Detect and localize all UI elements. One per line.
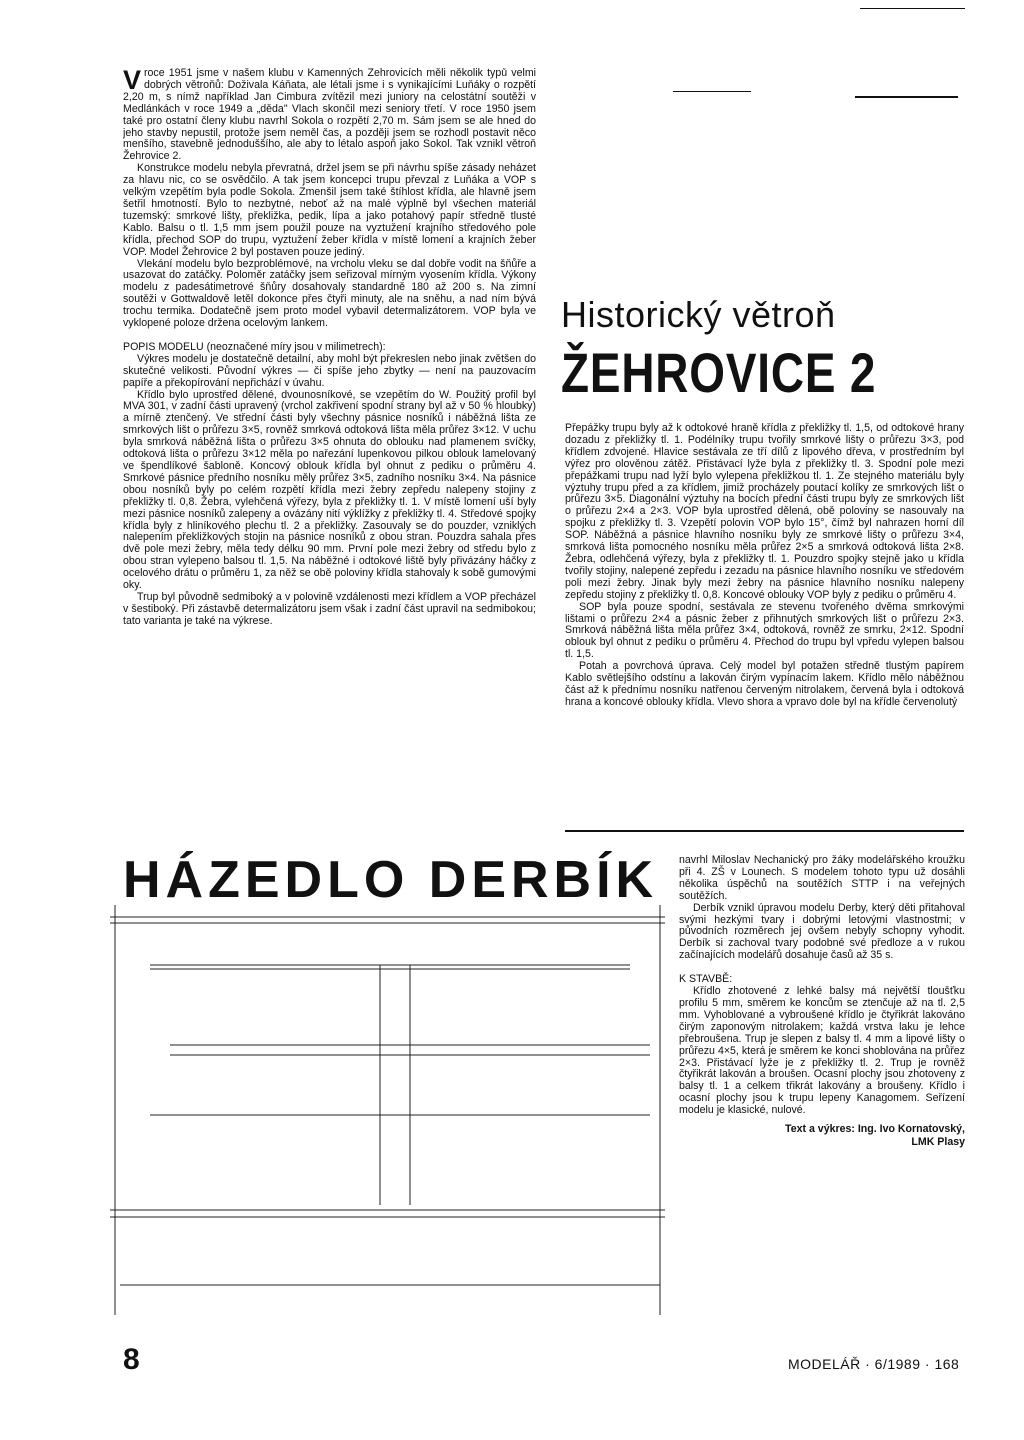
model-drawing	[110, 905, 670, 1325]
article1-left-column	[123, 68, 536, 830]
article2-paragraph: Derbík vznikl úpravou modelu Derby, který děti přitahoval svými hezkými tvary i dobrými letovými vlastnostmi; v původních rozměrech jej ovšem nebyly schopny vyhodit. Derbík si zachoval tvary podobné své předloze a v rukou začínajících modelářů dosahuje časů až 35 s.	[679, 901, 965, 962]
article2-section-heading: K STAVBĚ:	[679, 973, 733, 986]
article1-section-heading: POPIS MODELU (neoznačené míry jsou v milimetrech):	[123, 340, 386, 353]
article1-heading-line1: Historický větroň	[561, 294, 836, 335]
article1-paragraph: Křídlo bylo uprostřed dělené, dvounosníkové, se vzepětím do W. Použitý profil byl MVA 301, v zadní části upravený (vrchol zakřivení spodní strany byl až v 50 % hloubky) a mírně ztenčený. Ve střední části byly všechny pásnice nosníků i náběžná lišta ze smrkových lišt o průřezu 3×5, rovněž smrková odtoková lišta měla průřez 3×12. V uchu byla smrková náběžná lišta o průřezu 3×5 ohnuta do oblouku nad plamenem svíčky, odtoková lišta o průřezu 3×12 měla po nařezání lupenkovou pilkou oblouk lamelovaný ve špendlíkové šabloně. Koncový oblouk křídla byl ohnut z pediku o průměru 4. Smrkové pásnice předního nosníku měly průřez 3×5, zadního nosníku 3×4. Na pásnice obou nosníků byly po celém rozpětí křídla mezi žebry zepředu nalepeny stojiny z překližky tl. 0,8. Žebra, vylehčená výřezy, byla z překližky tl. 1. V místě lomení uší byly mezi pásnice nosníků zalepeny a ovázány nití výklížky z překližky tl. 4. Středové spojky křídla byly z hliníkového plechu tl. 2 a překližky. Zasouvaly se do pouzder, vzniklých nalepením překližkových stojin na pásnice nosníků z obou stran. Pouzdra sahala přes dvě pole mezi žebry, měla tedy délku 90 mm. První pole mezi žebry od středu bylo z obou stran vylepeno balsou tl. 1,5. Na náběžné i odtokové liště byly přivázány háčky z ocelového drátu o průměru 1, za něž se obě poloviny křídla stahovaly k sobě gumovými oky.	[123, 388, 536, 592]
article1-paragraph: Vroce 1951 jsme v našem klubu v Kamenných Žehrovicích měli několik typů velmi dobrých větroňů: Doživala Káňata, ale létali jsme i s vynikajícími Luňáky o rozpětí 2,20 m, s nímž například Jan Cimbura zvítězil mezi juniory na celostátní soutěži v Medlánkách v roce 1949 a „děda" Vlach skončil mezi seniory třetí. V roce 1950 jsem také pro ostatní členy klubu navrhl Sokola o rozpětí 2,70 m. Sám jsem se ale hned do jeho stavby nepustil, protože jsem neměl čas, a později jsem se rozhodl postavit něco menšího, stavebně jednoduššího, ale aby to létalo aspoň jako Sokol. Tak vznikl větroň Žehrovice 2.	[123, 68, 536, 163]
article1-paragraph: Potah a povrchová úprava. Celý model byl potažen středně tlustým papírem Kablo světlejšího odstínu a lakován čirým vypínacím lakem. Křídlo mělo náběžnou část až k přednímu nosníku natřenou červeným nitrolakem, červená byla i odtoková hrana a koncové oblouky křídla. Vlevo shora a vpravo dole byl na křídle červenolutý	[565, 660, 964, 708]
article-separator	[565, 830, 964, 832]
article1-paragraph: Vlekání modelu bylo bezproblémové, na vrcholu vleku se dal dobře vodit na šňůře a usazovat do zatáčky. Poloměr zatáčky jsem seřizoval mírným vyosením křídla. Výkony modelu z padesátimetrové šňůry dosahovaly standardně 180 až 200 s. Na zimní soutěži v Gottwaldově letěl dokonce přes čtyři minuty, ale na sněhu, a nad ním bývá trochu termika. Dodatečně jsem proto model vybavil determalizátorem. VOP byla ve vyklopené poloze držena ocelovým lankem.	[123, 257, 536, 330]
article2-paragraph: Křídlo zhotovené z lehké balsy má největší tloušťku profilu 5 mm, směrem ke koncům se ztenčuje až na tl. 2,5 mm. Vyhoblované a vybroušené křídlo je čtyřikrát lakováno čirým zaponovým nitrolakem; každá vrstva laku je lehce přebroušena. Trup je slepen z balsy tl. 4 mm a lipové lišty o průřezu 4×5, která je směrem ke konci shoblována na průřez 2×3. Přistávací lyže je z překližky tl. 2. Trup je rovněž čtyřikrát lakován a broušen. Ocasní plochy jsou zhotoveny z balsy tl. 1 a celkem třikrát lakovány a broušeny. Křídlo i ocasní plochy jsou k trupu lepeny Kanagomem. Seřízení modelu je klasické, nulové.	[679, 985, 965, 1117]
header-rule-left	[673, 91, 751, 92]
article2-column	[679, 855, 965, 1335]
page-number: 8	[123, 1343, 140, 1376]
dropcap-letter: V	[123, 68, 142, 95]
article2-paragraph: navrhl Miloslav Nechanický pro žáky modelářského kroužku při 4. ZŠ v Lounech. S modelem tohoto typu už dosáhli několika úspěchů na soutěžích STTP i na veřejných soutěžích.	[679, 855, 965, 902]
article2-heading: HÁZEDLO DERBÍK	[123, 851, 659, 909]
article1-paragraph: Konstrukce modelu nebyla převratná, držel jsem se při návrhu spíše zásady neházet za hlavu nic, co se osvědčilo. A tak jsem koncepci trupu převzal z Luňáka a VOP s velkým vzepětím byla podle Sokola. Zmenšil jsem také štíhlost křídla, ale hlavně jsem šetřil hmotností. Bylo to nezbytné, neboť až na malé výplně byl všechen materiál tuzemský: smrkové lišty, překližka, pedik, lípa a jako potahový papír středně tlusté Kablo. Balsu o tl. 1,5 mm jsem použil pouze na vyztužení krajního středového pole křídla, přechod SOP do trupu, vyztužení žeber křídla v místě lomení a krajních žeber VOP. Model Žehrovice 2 byl postaven pouze jediný.	[123, 162, 536, 258]
top-rule	[860, 8, 965, 9]
article1-paragraph: SOP byla pouze spodní, sestávala ze stevenu tvořeného dvěma smrkovými lištami o průřezu 2×4 a pásnic žeber z přihnutých smrkových lišt o průřezu 2×3. Smrková náběžná lišta měla průřez 3×4, odtoková, rovněž ze smrku, 2×12. Spodní oblouk byl ohnut z pediku o průměru 4. Přechod do trupu byl vpředu vylepen balsou tl. 1,5.	[565, 600, 964, 661]
credit-line: Text a výkres: Ing. Ivo Kornatovský,	[785, 1123, 965, 1136]
article1-heading-line2: ŽEHROVICE 2	[561, 341, 877, 404]
article1-paragraph: Výkres modelu je dostatečně detailní, aby mohl být překreslen nebo jinak zvětšen do skutečné velikosti. Původní výkres — či spíše jeho zbytky — není na pauzovacím papíře a překopírování nepřichází v úvahu.	[123, 352, 536, 389]
article1-paragraph: Trup byl původně sedmiboký a v polovině vzdálenosti mezi křídlem a VOP přecházel v šestiboký. Při zástavbě determalizátoru jsem však i zadní část upravil na sedmibokou; tato varianta je také na výkrese.	[123, 590, 536, 627]
credit-line: LMK Plasy	[911, 1136, 965, 1149]
author-credit	[679, 1123, 965, 1149]
article1-paragraph: Přepážky trupu byly až k odtokové hraně křídla z překližky tl. 1,5, od odtokové hrany dozadu z překližky tl. 1. Podélníky trupu tvořily smrkové lišty o průřezu 3×3, pod křídlem zdvojené. Hlavice sestávala ze tří dílů z lipového dřeva, v prostředním byl výřez pro olověnou zátěž. Přistávací lyže byla z překližky tl. 3. Spodní pole mezi přepážkami trupu nad lyží bylo vylepena překližkou tl. 1. Ze stejného materiálu byly výztuhy trupu před a za křídlem, jimiž procházely poutací kolíky ze smrkových lišt o průřezu 3×5. Diagonální výztuhy na bocích přední části trupu byly ze smrkových lišt o průřezu 2×4 a 2×3. VOP byla uprostřed dělená, obě poloviny se nasouvaly na spojku z překližky tl. 3. Vzepětí polovin VOP bylo 15°, čímž byl nahrazen horní díl SOP. Náběžná a pásnice hlavního nosníku byly ze smrkové lišty o průřezu 3×4, smrková lišta pomocného nosníku měla průřez 2×5 a smrková odtoková lišta 2×8. Žebra, odlehčená výřezy, byla z překližky tl. 1. Pouzdro spojky stejně jako u křídla tvořily stojiny, nalepené zepředu i zezadu na pásnice hlavního nosníku ve středovém poli mezi žebry. Jinak byly mezi žebry na pásnice hlavního nosníku nalepeny zepředu stojiny z překližky tl. 0,8. Koncové oblouky VOP byly z pediku o průměru 4.	[565, 423, 964, 601]
article1-right-column	[565, 423, 964, 829]
header-rule-right	[855, 96, 958, 98]
magazine-footer: MODELÁŘ · 6/1989 · 168	[788, 1356, 960, 1372]
